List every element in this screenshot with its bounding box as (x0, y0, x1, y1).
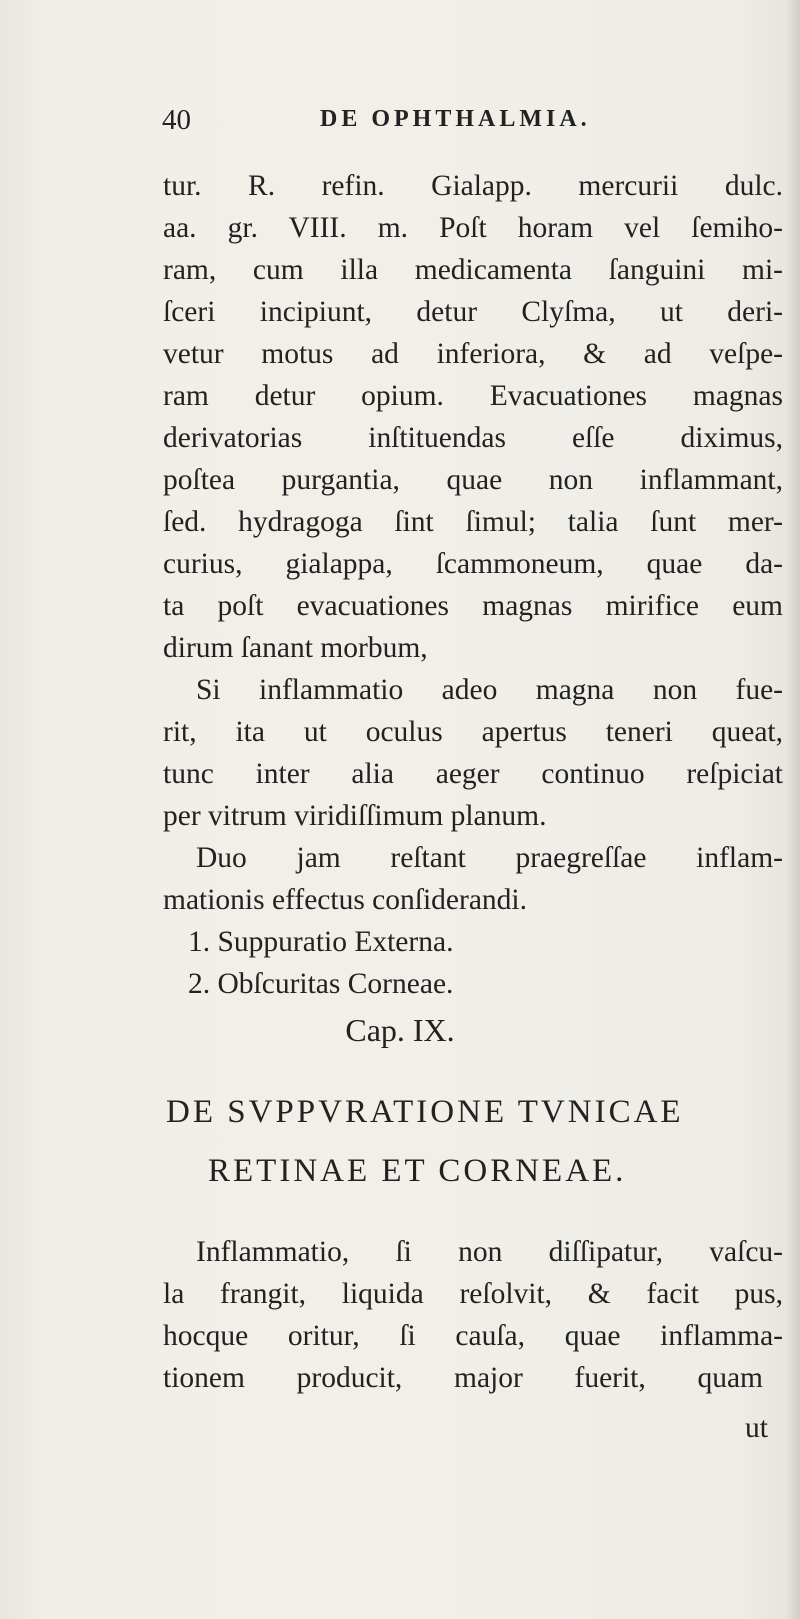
text-line: Duo jam reſtant praegreſſae inflam- (196, 842, 783, 874)
text-line: tionem producit, major fuerit, quam (163, 1362, 763, 1394)
catchword: ut (745, 1412, 768, 1444)
running-title: DE OPHTHALMIA. (320, 106, 591, 132)
text-line: poſtea purgantia, quae non inflammant, (163, 464, 783, 496)
text-line: ram detur opium. Evacuationes magnas (163, 380, 783, 412)
text-line: vetur motus ad inferiora, & ad veſpe- (163, 338, 783, 370)
text-line: ram, cum illa medicamenta ſanguini mi- (163, 254, 783, 286)
text-line: mationis effectus conſiderandi. (163, 884, 527, 916)
text-line: ta poſt evacuationes magnas mirifice eum (163, 590, 783, 622)
text-line: per vitrum viridiſſimum planum. (163, 800, 547, 832)
text-line: la frangit, liquida reſolvit, & facit pus, (163, 1278, 783, 1310)
text-line: ſed. hydragoga ſint ſimul; talia ſunt mer- (163, 506, 783, 538)
text-line: derivatorias inſtituendas eſſe diximus, (163, 422, 783, 454)
list-item: 2. Obſcuritas Corneae. (188, 968, 454, 1000)
text-line: Inflammatio, ſi non diſſipatur, vaſcu- (196, 1236, 783, 1268)
text-line: hocque oritur, ſi cauſa, quae inflamma- (163, 1320, 783, 1352)
text-line: ſceri incipiunt, detur Clyſma, ut deri- (163, 296, 783, 328)
text-line: dirum ſanant morbum, (163, 632, 428, 664)
text-line: Si inflammatio adeo magna non fue- (196, 674, 783, 706)
text-line: tunc inter alia aeger continuo reſpiciat (163, 758, 783, 790)
list-item: 1. Suppuratio Externa. (188, 926, 454, 958)
chapter-label: Cap. IX. (345, 1012, 455, 1048)
page-header (162, 102, 762, 142)
text-line: rit, ita ut oculus apertus teneri queat, (163, 716, 783, 748)
page-edge-shadow (786, 0, 800, 1619)
text-line: aa. gr. VIII. m. Poſt horam vel ſemiho- (163, 212, 783, 244)
page-number: 40 (162, 104, 191, 136)
text-line: tur. R. refin. Gialapp. mercurii dulc. (163, 170, 783, 202)
chapter-title-line-2: RETINAE ET CORNEAE. (208, 1153, 627, 1189)
chapter-title-line-1: DE SVPPVRATIONE TVNICAE (166, 1094, 684, 1130)
text-line: curius, gialappa, ſcammoneum, quae da- (163, 548, 783, 580)
